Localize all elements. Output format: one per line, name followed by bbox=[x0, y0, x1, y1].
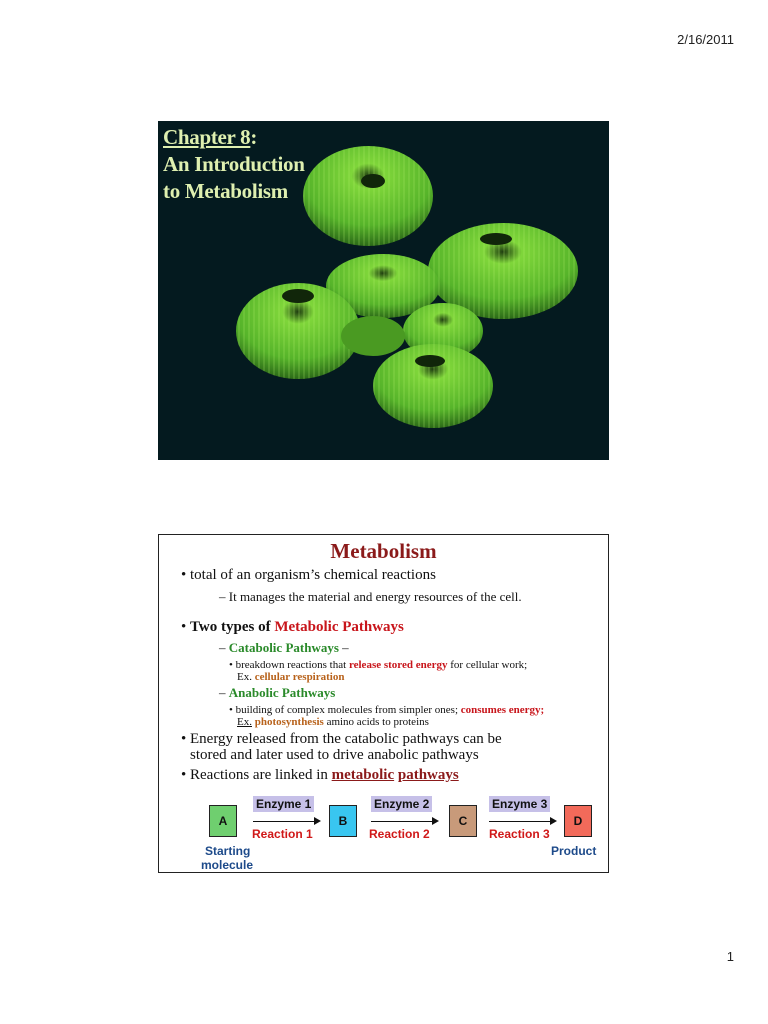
anabolic-example: Ex. photosynthesis amino acids to proteins bbox=[237, 716, 429, 728]
title-line-2: An Introduction bbox=[163, 152, 305, 176]
enzyme-1-label: Enzyme 1 bbox=[253, 796, 314, 812]
arrow-3 bbox=[489, 821, 555, 822]
slide-title bbox=[163, 124, 305, 205]
chapter-label: Chapter 8 bbox=[163, 125, 251, 149]
node-a: A bbox=[209, 805, 237, 837]
bullet-1: • total of an organism’s chemical reactions bbox=[181, 567, 436, 583]
slide-title: Metabolism bbox=[330, 539, 437, 563]
catabolic-detail: • breakdown reactions that release stored energy for cellular work; bbox=[229, 659, 528, 671]
catabolic-heading: – Catabolic Pathways – bbox=[219, 640, 349, 655]
bullet-2: • Two types of Metabolic Pathways bbox=[181, 619, 404, 635]
enzyme-3-label: Enzyme 3 bbox=[489, 796, 550, 812]
reaction-1-label: Reaction 1 bbox=[252, 827, 313, 841]
reaction-3-label: Reaction 3 bbox=[489, 827, 550, 841]
starting-molecule-label: Starting molecule bbox=[201, 844, 254, 872]
arrow-1 bbox=[253, 821, 319, 822]
product-label: Product bbox=[551, 844, 597, 858]
node-b: B bbox=[329, 805, 357, 837]
bullet-4: • Reactions are linked in metabolic pathways bbox=[181, 767, 459, 783]
arrow-2 bbox=[371, 821, 437, 822]
catabolic-example: Ex. cellular respiration bbox=[237, 671, 345, 683]
reaction-2-label: Reaction 2 bbox=[369, 827, 430, 841]
header-date: 2/16/2011 bbox=[677, 32, 734, 47]
anabolic-detail: • building of complex molecules from simpler ones; consumes energy; bbox=[229, 704, 545, 716]
title-slide bbox=[158, 121, 609, 460]
enzyme-2-label: Enzyme 2 bbox=[371, 796, 432, 812]
bullet-1-sub: – It manages the material and energy resources of the cell. bbox=[219, 589, 522, 604]
page-number: 1 bbox=[726, 949, 734, 964]
metabolism-slide bbox=[158, 534, 609, 873]
bullet-3: • Energy released from the catabolic pathways can be stored and later used to drive anabolic pathways bbox=[181, 731, 502, 763]
anabolic-heading: – Anabolic Pathways bbox=[219, 685, 336, 700]
title-line-3: to Metabolism bbox=[163, 179, 288, 203]
node-d: D bbox=[564, 805, 592, 837]
node-c: C bbox=[449, 805, 477, 837]
chapter-colon: : bbox=[250, 125, 258, 149]
